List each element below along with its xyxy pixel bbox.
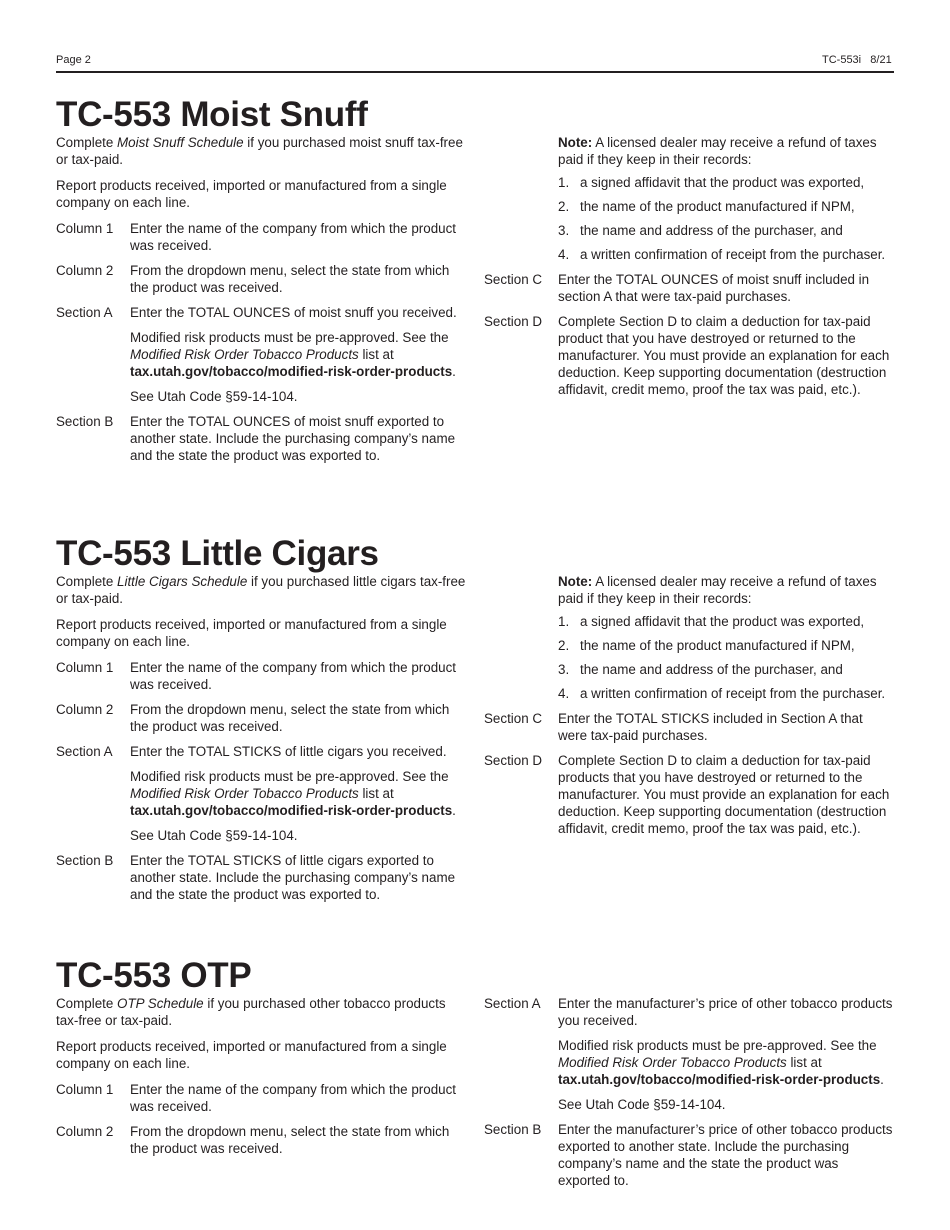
moist-section-a: Section A Enter the TOTAL OUNCES of moist snuff you received. xyxy=(56,305,457,320)
cigars-column-2: Column 2 From the dropdown menu, select the state from which the product was received. xyxy=(56,702,450,734)
otp-section-b: Section B Enter the manufacturer’s price of other tobacco products exported to another state. Include the purchasing company’s name and the state the product was exported to. xyxy=(484,1122,893,1188)
otp-left-column xyxy=(56,995,466,1165)
cigars-utah-code: See Utah Code §59-14-104. xyxy=(130,828,298,843)
list-item: 2. the name of the product manufactured if NPM, xyxy=(558,199,855,214)
moist-column-1: Column 1 Enter the name of the company from which the product was received. xyxy=(56,221,457,253)
cigars-section-a: Section A Enter the TOTAL STICKS of little cigars you received. xyxy=(56,744,447,759)
moist-report-text: Report products received, imported or manufactured from a single company on each line. xyxy=(56,178,447,210)
little-cigars-right-column xyxy=(484,573,894,845)
list-item: 4. a written confirmation of receipt from the purchaser. xyxy=(558,686,886,701)
little-cigars-left-column xyxy=(56,573,466,911)
cigars-section-b: Section B Enter the TOTAL STICKS of little cigars exported to another state. Include the purchasing company’s name and the state the product was exported to. xyxy=(56,853,456,902)
moist-column-2: Column 2 From the dropdown menu, select the state from which the product was received. xyxy=(56,263,450,295)
otp-modified-risk-link: tax.utah.gov/tobacco/modified-risk-order-products xyxy=(558,1072,881,1087)
moist-section-d: Section D Complete Section D to claim a deduction for tax-paid product that you have destroyed or returned to the manufacturer. You must provide an explanation for each deduction. Keep supporting documentation (destruction affidavit, credit memo, proof the tax was paid, etc.). xyxy=(484,314,890,397)
moist-utah-code: See Utah Code §59-14-104. xyxy=(130,389,298,404)
cigars-modified-risk-note: Modified risk products must be pre-approved. See the Modified Risk Order Tobacco Products list at tax.utah.gov/tobacco/modified-risk-order-products. xyxy=(130,769,456,818)
list-item: 1. a signed affidavit that the product was exported, xyxy=(558,175,865,190)
moist-section-c: Section C Enter the TOTAL OUNCES of moist snuff included in section A that were tax-paid purchases. xyxy=(484,272,870,304)
cigars-section-d: Section D Complete Section D to claim a deduction for tax-paid products that you have destroyed or returned to the manufacturer. You must provide an explanation for each deduction. Keep supporting documentation (destruction affidavit, credit memo, proof the tax was paid, etc.). xyxy=(484,753,890,836)
moist-snuff-left-column xyxy=(56,134,466,472)
list-item: 3. the name and address of the purchaser, and xyxy=(558,662,843,677)
otp-utah-code: See Utah Code §59-14-104. xyxy=(558,1097,726,1112)
otp-intro: Complete OTP Schedule if you purchased other tobacco products tax-free or tax-paid. xyxy=(56,996,446,1028)
cigars-section-c: Section C Enter the TOTAL STICKS included in Section A that were tax-paid purchases. xyxy=(484,711,863,743)
cigars-modified-risk-link: tax.utah.gov/tobacco/modified-risk-order-products xyxy=(130,803,453,818)
form-id: TC-553i 8/21 xyxy=(822,54,892,66)
moist-modified-risk-note: Modified risk products must be pre-approved. See the Modified Risk Order Tobacco Products list at tax.utah.gov/tobacco/modified-risk-order-products. xyxy=(130,330,456,379)
moist-refund-list xyxy=(558,174,894,263)
cigars-refund-note: Note: A licensed dealer may receive a refund of taxes paid if they keep in their records: xyxy=(558,574,877,606)
list-item: 3. the name and address of the purchaser, and xyxy=(558,223,843,238)
cigars-refund-list xyxy=(558,613,894,702)
moist-section-b: Section B Enter the TOTAL OUNCES of moist snuff exported to another state. Include the purchasing company’s name and the state the product was exported to. xyxy=(56,414,456,463)
moist-intro: Complete Moist Snuff Schedule if you purchased moist snuff tax-free or tax-paid. xyxy=(56,135,463,167)
otp-section-a: Section A Enter the manufacturer’s price of other tobacco products you received. xyxy=(484,996,893,1028)
cigars-intro: Complete Little Cigars Schedule if you purchased little cigars tax-free or tax-paid. xyxy=(56,574,466,606)
little-cigars-title: TC-553 Little Cigars xyxy=(56,534,379,573)
list-item: 2. the name of the product manufactured if NPM, xyxy=(558,638,855,653)
otp-column-1: Column 1 Enter the name of the company from which the product was received. xyxy=(56,1082,457,1114)
cigars-column-1: Column 1 Enter the name of the company from which the product was received. xyxy=(56,660,457,692)
moist-modified-risk-link: tax.utah.gov/tobacco/modified-risk-order-products xyxy=(130,364,453,379)
page-number: Page 2 xyxy=(56,54,91,66)
moist-refund-note: Note: A licensed dealer may receive a refund of taxes paid if they keep in their records: xyxy=(558,135,877,167)
list-item: 1. a signed affidavit that the product was exported, xyxy=(558,614,865,629)
header-rule xyxy=(56,71,894,73)
cigars-report-text: Report products received, imported or manufactured from a single company on each line. xyxy=(56,617,447,649)
otp-report-text: Report products received, imported or manufactured from a single company on each line. xyxy=(56,1039,447,1071)
otp-title: TC-553 OTP xyxy=(56,956,252,995)
otp-right-column xyxy=(484,995,894,1197)
moist-snuff-title: TC-553 Moist Snuff xyxy=(56,95,368,134)
moist-snuff-right-column xyxy=(484,134,894,406)
list-item: 4. a written confirmation of receipt from the purchaser. xyxy=(558,247,886,262)
otp-column-2: Column 2 From the dropdown menu, select the state from which the product was received. xyxy=(56,1124,450,1156)
otp-modified-risk-note: Modified risk products must be pre-approved. See the Modified Risk Order Tobacco Products list at tax.utah.gov/tobacco/modified-risk-order-products. xyxy=(558,1038,884,1087)
